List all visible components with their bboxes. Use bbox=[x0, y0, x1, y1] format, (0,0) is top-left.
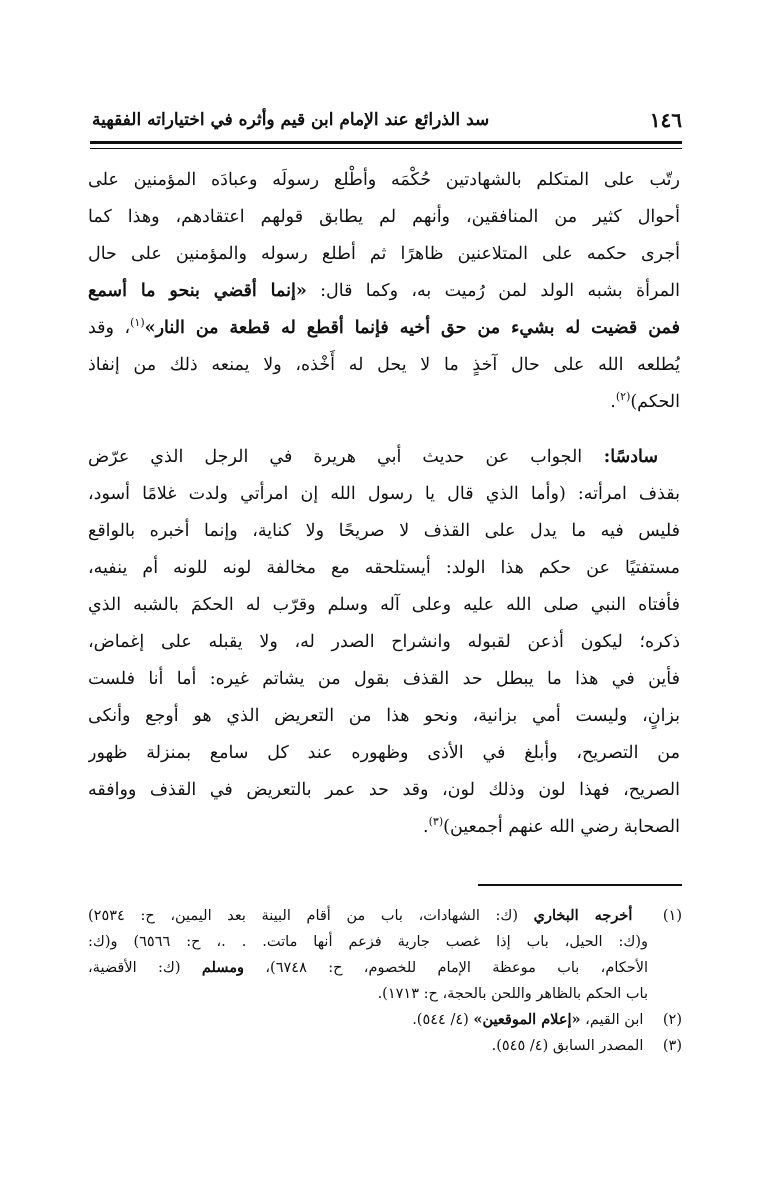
text-line bbox=[88, 384, 680, 421]
footnote-3 bbox=[88, 1033, 682, 1059]
text-line: فأفتاه النبي صلى الله عليه وعلى آله وسلم وقرّب له الحكمَ بالشبه الذي bbox=[88, 595, 680, 615]
footnote-source: ومسلم bbox=[201, 959, 244, 976]
footnote-separator bbox=[478, 884, 682, 886]
footnote-text: ابن القيم، bbox=[580, 1012, 644, 1028]
footnote-source: أخرجه البخاري bbox=[533, 907, 633, 924]
header-rule-thick bbox=[90, 141, 682, 144]
text-line: أجرى حكمه على المتلاعنين ظاهرًا ثم أطلع رسوله والمؤمنين على حال bbox=[88, 244, 680, 264]
text-segment: المرأة بشبه الولد لمن رُميت به، وكما قال: bbox=[306, 281, 680, 301]
text-line bbox=[88, 439, 680, 476]
footnote-source: «إعلام الموقعين» bbox=[473, 1011, 581, 1028]
text-segment: الصحابة رضي الله عنهم أجمعين) bbox=[443, 817, 680, 837]
text-line bbox=[88, 809, 680, 846]
footnote-text: المصدر السابق (٤/ ٥٤٥). bbox=[491, 1038, 644, 1054]
text-line: بقذف امرأته: (وأما الذي قال يا رسول الله إن امرأتي ولدت غلامًا أسود، bbox=[88, 484, 680, 504]
footnote-ref[interactable]: (١) bbox=[130, 316, 145, 330]
text-line bbox=[88, 310, 680, 347]
text-line: من التصريح، وأبلغ في الأذى وظهوره عند كل سامع بمنزلة ظهور bbox=[88, 743, 680, 763]
text-line: بزانٍ، وليست أمي بزانية، ونحو هذا من التعريض الذي هو أوجع وأنكى bbox=[88, 706, 680, 726]
text-segment: . bbox=[610, 392, 616, 412]
text-segment: ، وقد bbox=[88, 318, 131, 338]
text-line: أحوال كثير من المنافقين، وأنهم لم يطابق قولهم اعتقادهم، وهذا كما bbox=[88, 207, 680, 227]
footnote-1-line: باب الحكم بالظاهر واللحن بالحجة، ح: ١٧١٣). bbox=[377, 986, 648, 1002]
text-line: يُطلعه الله على حال آخذٍ ما لا يحل له أَخْذه، ولا يمنعه ذلك من إنفاذ bbox=[88, 355, 680, 375]
text-line: ذكره؛ ليكون أذعن لقبوله وانشراح الصدر له، ولا يقبله على إغماض، bbox=[88, 632, 680, 652]
footnote-number: (٢) bbox=[662, 1012, 682, 1028]
footnote-text: الأحكام، باب موعظة الإمام للخصوم، ح: ٦٧٤٨)، bbox=[244, 960, 649, 976]
section-label: سادسًا: bbox=[582, 447, 658, 467]
footnote-text: (ك: الشهادات، باب من أقام البينة بعد اليمين، ح: ٢٥٣٤) bbox=[88, 908, 534, 924]
running-title: سد الذرائع عند الإمام ابن قيم وأثره في اختياراته الفقهية bbox=[92, 110, 490, 130]
footnotes bbox=[88, 903, 682, 1059]
footnote-number: (٣) bbox=[662, 1038, 682, 1054]
text-segment: الجواب عن حديث أبي هريرة في الرجل الذي عرّض bbox=[88, 447, 583, 467]
hadith-quote: فمن قضيت له بشيء من حق أخيه فإنما أقطع له قطعة من النار» bbox=[144, 318, 680, 338]
text-line: الصريح، فهذا لون وذلك لون، وقد حد عمر بالتعريض في القذف ووافقه bbox=[88, 780, 680, 800]
footnote-text: (ك: الأقضية، bbox=[88, 960, 202, 976]
footnote-ref[interactable]: (٣) bbox=[428, 815, 444, 829]
footnote-1 bbox=[88, 903, 682, 929]
footnote-1-line: و(ك: الحيل، باب إذا غصب جارية فزعم أنها ماتت. . .، ح: ٦٥٦٦) و(ك: bbox=[88, 934, 649, 950]
text-line bbox=[88, 273, 680, 310]
footnote-ref[interactable]: (٢) bbox=[615, 390, 631, 404]
text-segment: . bbox=[423, 817, 429, 837]
page-number: ١٤٦ bbox=[649, 108, 682, 132]
footnote-text: (٤/ ٥٤٤). bbox=[412, 1012, 474, 1028]
text-line: فأين في هذا ما يبطل حد القذف بقول من يشاتم غيره: أما أنا فلست bbox=[88, 669, 680, 689]
footnote-number: (١) bbox=[662, 908, 682, 924]
footnote-2 bbox=[88, 1007, 682, 1033]
text-line: مستفتيًا عن حكم هذا الولد: أيستلحقه مع مخالفة لونه للونه أم ينفيه، bbox=[88, 558, 680, 578]
main-text bbox=[88, 162, 680, 846]
header-rule-thin bbox=[90, 148, 682, 149]
hadith-quote: «إنما أقضي بنحو ما أسمع bbox=[88, 281, 307, 301]
footnote-1-line bbox=[88, 955, 682, 981]
text-line: فليس فيه ما يدل على القذف لا صريحًا ولا كناية، وإنما أخبره بالواقع bbox=[88, 521, 680, 541]
running-header bbox=[92, 108, 682, 138]
text-segment: الحكم) bbox=[630, 392, 680, 412]
text-line: رتّب على المتكلم بالشهادتين حُكْمَه وأطْلع رسولَه وعبادَه المؤمنين على bbox=[88, 170, 680, 190]
